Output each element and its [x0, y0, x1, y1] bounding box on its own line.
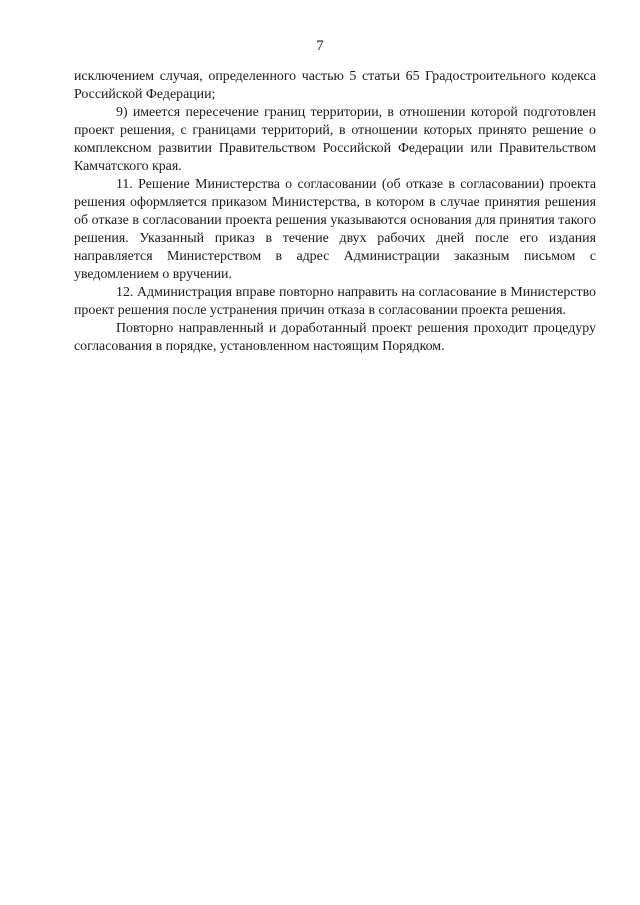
paragraph-item-9: 9) имеется пересечение границ территории, в отношении которой подготовлен проект решения, с границами территорий, в отношении которых принято решение о комплексном развитии Правительством Российской Федерации или Правительством Камчатского края. [74, 105, 596, 174]
document-body [74, 68, 596, 356]
paragraph-clause-12: 12. Администрация вправе повторно направить на согласование в Министерство проект решения после устранения причин отказа в согласовании проекта решения. [74, 285, 596, 318]
paragraph-resubmission: Повторно направленный и доработанный проект решения проходит процедуру согласования в порядке, установленном настоящим Порядком. [74, 321, 596, 354]
paragraph-continuation: исключением случая, определенного частью 5 статьи 65 Градостроительного кодекса Российской Федерации; [74, 69, 596, 102]
page-number: 7 [316, 38, 324, 54]
paragraph-clause-11: 11. Решение Министерства о согласовании (об отказе в согласовании) проекта решения оформляется приказом Министерства, в котором в случае принятия решения об отказе в согласовании проекта решения указываются основания для принятия такого решения. Указанный приказ в течение двух рабочих дней после его издания направляется Министерством в адрес Администрации заказным письмом с уведомлением о вручении. [74, 177, 596, 282]
